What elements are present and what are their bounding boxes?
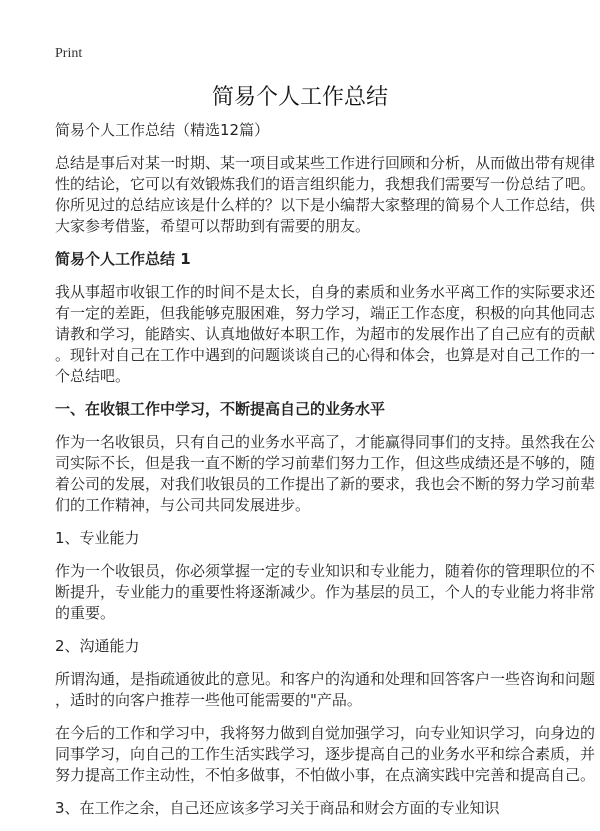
document-body: [55, 120, 596, 831]
paragraph: [55, 798, 555, 819]
paragraph: [55, 561, 596, 624]
paragraph: [55, 636, 555, 657]
text-line: 总结是事后对某一时期、某一项目或某些工作进行回顾和分析，从而做出带有规律: [55, 154, 596, 172]
text-line: 个总结吧。: [55, 367, 131, 385]
paragraph: [55, 723, 596, 786]
text-line: 你所见过的总结应该是什么样的？以下是小编帮大家整理的简易个人工作总结，供: [55, 196, 596, 214]
text-line: 2、沟通能力: [55, 637, 140, 655]
text-line: 简易个人工作总结 1: [55, 250, 191, 268]
paragraph: [55, 432, 596, 516]
text-line: 司实际不长，但是我一直不断的学习前辈们努力工作，但这些成绩还是不够的，随: [55, 454, 596, 472]
text-line: ，适时的向客户推荐一些他可能需要的"产品。: [55, 691, 362, 709]
text-line: 性的结论，它可以有效锻炼我们的语言组织能力，我想我们需要写一份总结了吧。: [55, 175, 596, 193]
paragraph: [55, 120, 555, 141]
paragraph: [55, 669, 596, 711]
text-line: 有一定的差距，但我能够克服困难，努力学习，端正工作态度，积极的向其他同志: [55, 304, 596, 322]
text-line: 在今后的工作和学习中，我将努力做到自觉加强学习，向专业知识学习，向身边的: [55, 724, 596, 742]
text-line: 所谓沟通，是指疏通彼此的意见。和客户的沟通和处理和回答客户一些咨询和问题: [55, 670, 596, 688]
page-title: 简易个人工作总结: [211, 85, 388, 110]
section-heading: [55, 399, 555, 420]
paragraph: [55, 153, 596, 237]
text-line: 作为一名收银员，只有自己的业务水平高了，才能赢得同事们的支持。虽然我在公: [55, 433, 596, 451]
print-link[interactable]: Print: [55, 46, 83, 61]
text-line: 我从事超市收银工作的时间不是太长，自身的素质和业务水平离工作的实际要求还: [55, 283, 596, 301]
text-line: 的重要。: [55, 604, 116, 622]
text-line: 一、在收银工作中学习，不断提高自己的业务水平: [55, 400, 386, 418]
text-line: 同事学习，向自己的工作生活实践学习，逐步提高自己的业务水平和综合素质，并: [55, 745, 596, 763]
text-line: 着公司的发展，对我们收银员的工作提出了新的要求，我也会不断的努力学习前辈: [55, 475, 596, 493]
text-line: 简易个人工作总结（精选12篇）: [55, 121, 270, 139]
text-line: 努力提高工作主动性，不怕多做事，不怕做小事，在点滴实践中完善和提高自己。: [55, 766, 596, 784]
text-line: 请教和学习，能踏实、认真地做好本职工作，为超市的发展作出了自己应有的贡献: [55, 325, 596, 343]
text-line: 大家参考借鉴，希望可以帮助到有需要的朋友。: [55, 217, 371, 235]
text-line: 作为一个收银员，你必须掌握一定的专业知识和专业能力，随着你的管理职位的不: [55, 562, 596, 580]
paragraph: [55, 282, 596, 387]
section-heading: [55, 249, 555, 270]
text-line: 1、专业能力: [55, 529, 140, 547]
text-line: 3、在工作之余，自己还应该多学习关于商品和财会方面的专业知识: [55, 799, 500, 817]
text-line: 断提升，专业能力的重要性将逐渐减少。作为基层的员工，个人的专业能力将非常: [55, 583, 596, 601]
text-line: 。现针对自己在工作中遇到的问题谈谈自己的心得和体会，也算是对自己工作的一: [55, 346, 596, 364]
paragraph: [55, 528, 555, 549]
text-line: 们的工作精神，与公司共同发展进步。: [55, 496, 311, 514]
